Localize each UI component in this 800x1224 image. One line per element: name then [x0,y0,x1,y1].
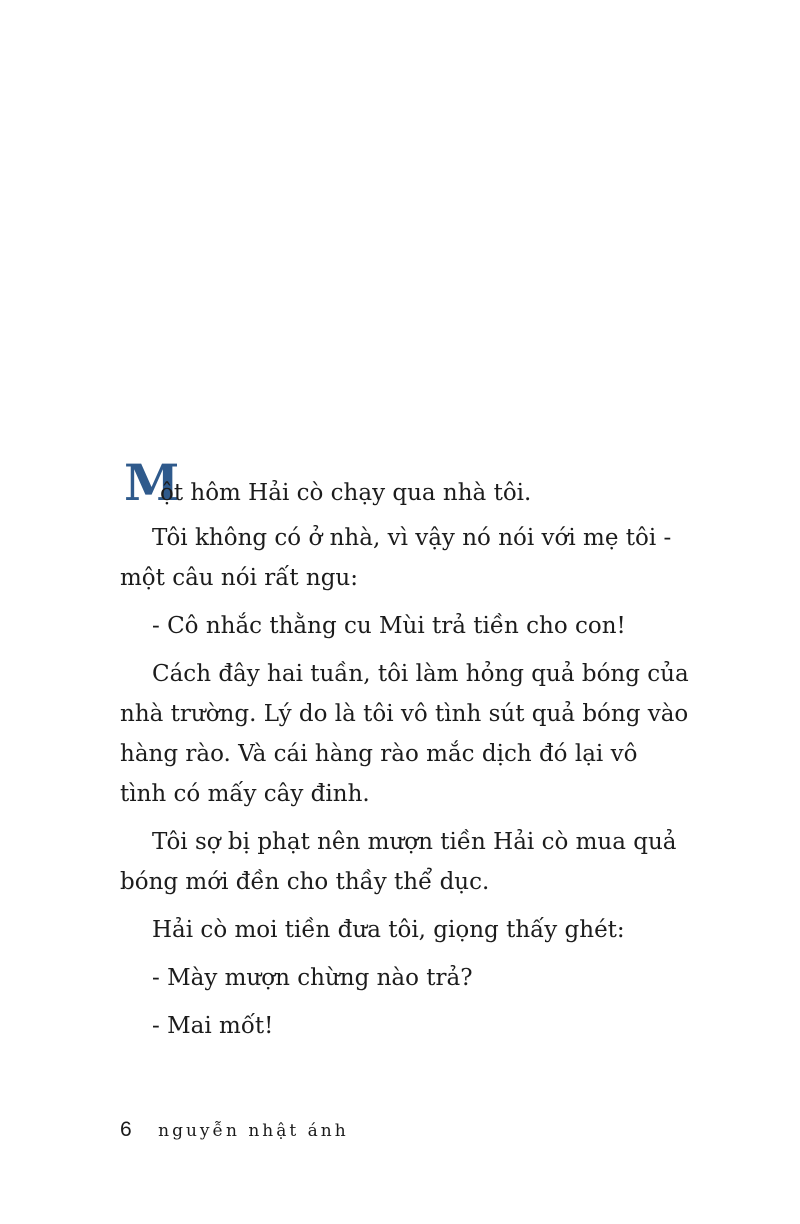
paragraph: Cách đây hai tuần, tôi làm hỏng quả bóng của nhà trường. Lý do là tôi vô tình sút quả bóng vào hàng rào. Và cái hàng rào mắc dịch đó lại vô tình có mấy cây đinh. [120,661,689,807]
author-name: nguyễn nhật ánh [158,1121,349,1141]
opening-line [120,453,690,512]
dialogue-line: - Cô nhắc thằng cu Mùi trả tiền cho con! [152,613,626,639]
page-footer [120,1118,349,1142]
dialogue-line: - Mày mượn chừng nào trả? [152,965,473,991]
paragraph: Hải cò moi tiền đưa tôi, giọng thấy ghét: [152,917,625,943]
dialogue-line: - Mai mốt! [152,1013,274,1039]
drop-cap: M [124,453,178,512]
paragraph: Tôi sợ bị phạt nên mượn tiền Hải cò mua quả bóng mới đền cho thầy thể dục. [120,829,677,895]
paragraph: Tôi không có ở nhà, vì vậy nó nói với mẹ tôi - một câu nói rất ngu: [120,525,672,591]
story-text [120,453,690,1046]
opening-line-text: ột hôm Hải cò chạy qua nhà tôi. [160,480,532,506]
page-number: 6 [120,1118,132,1141]
